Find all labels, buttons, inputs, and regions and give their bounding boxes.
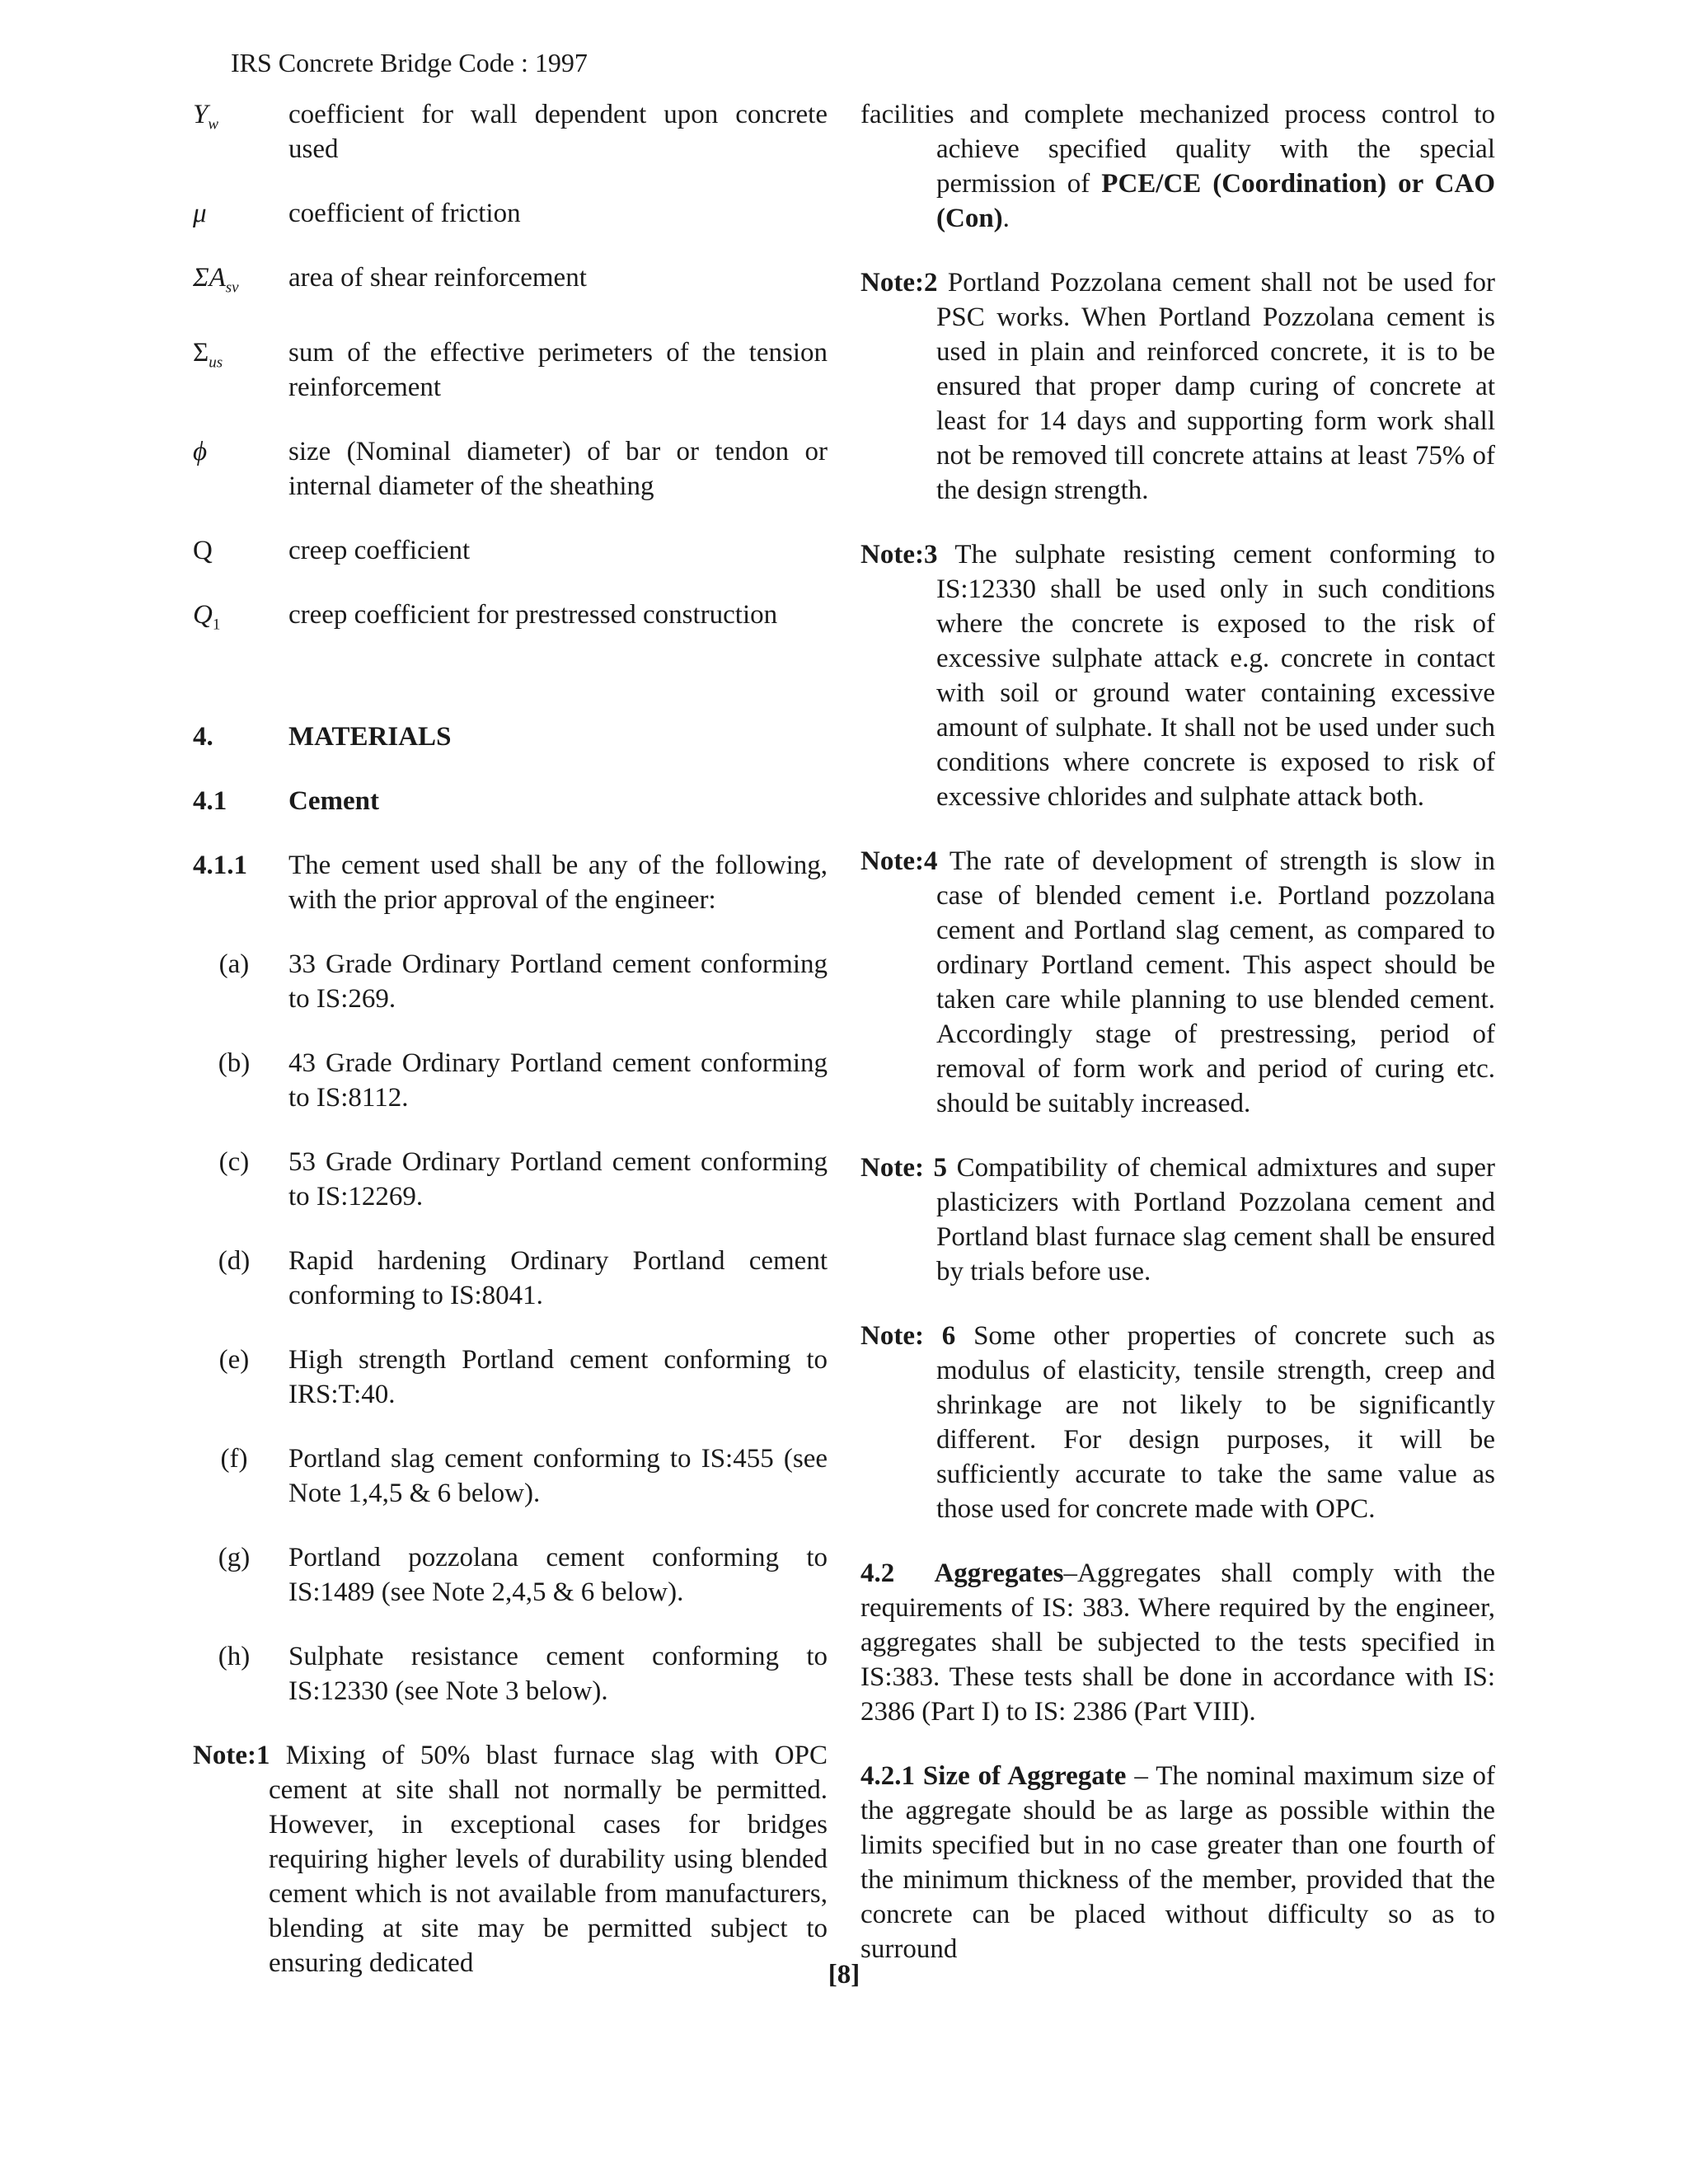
symbol-description: sum of the effective perimeters of the tension reinforcement	[288, 337, 828, 402]
symbol: μ	[193, 199, 207, 228]
symbol-row	[193, 260, 828, 306]
section-title: MATERIALS	[288, 722, 452, 752]
list-item-text: Portland slag cement conforming to IS:455 (see Note 1,4,5 & 6 below).	[288, 1444, 828, 1509]
note-2	[860, 265, 1495, 508]
list-item-text: 53 Grade Ordinary Portland cement conforming to IS:12269.	[288, 1147, 828, 1212]
aggregates-title: Aggregates	[934, 1558, 1064, 1588]
note-label: Note:2	[860, 268, 938, 298]
list-marker: (d)	[218, 1246, 251, 1277]
note-5	[860, 1151, 1495, 1289]
list-item	[193, 1639, 828, 1708]
subsection-number: 4.1	[193, 786, 227, 817]
symbol-row	[193, 434, 828, 504]
aggregates-paragraph	[860, 1556, 1495, 1729]
list-item-text: High strength Portland cement conforming to IRS:T:40.	[288, 1345, 828, 1410]
list-item	[193, 1046, 828, 1115]
symbol-description: coefficient for wall dependent upon concrete used	[288, 100, 828, 164]
note-4	[860, 844, 1495, 1121]
note-text: Portland Pozzolana cement shall not be used for PSC works. When Portland Pozzolana cement is used in plain and reinforced concrete, it is to be ensured that proper damp curing of concrete at least for 14 days and supporting form work shall not be removed till concrete attains at least 75% of the design strength.	[936, 268, 1496, 505]
note-text: Compatibility of chemical admixtures and super plasticizers with Portland Pozzolana cement and Portland blast furnace slag cement shall be ensured by trials before use.	[936, 1153, 1495, 1286]
list-marker: (f)	[220, 1444, 248, 1474]
clause-4-1-1	[193, 848, 828, 917]
symbol-row	[193, 533, 828, 568]
symbol-row	[193, 335, 828, 405]
symbol: $Q_1$	[193, 599, 221, 634]
note-label: Note:4	[860, 846, 938, 876]
running-header: IRS Concrete Bridge Code : 1997	[231, 48, 588, 77]
symbol: $\Sigma A_{sv}$	[193, 263, 239, 297]
aggregate-size-text: – The nominal maximum size of the aggregate should be as large as possible within the limits specified but in no case greater than one fourth of the minimum thickness of the member, provided that the concrete can be placed without difficulty so as to surround	[860, 1761, 1495, 1964]
section-number: 4.	[193, 722, 213, 752]
list-item	[193, 1343, 828, 1412]
clause-number: 4.1.1	[193, 851, 247, 881]
symbol-row	[193, 598, 828, 643]
note-label: Note: 6	[860, 1321, 956, 1351]
list-item	[193, 947, 828, 1016]
list-marker: (c)	[218, 1147, 250, 1178]
symbol: $\Sigma_{us}$	[193, 337, 223, 372]
subsection-heading	[193, 784, 828, 818]
symbol-description: coefficient of friction	[288, 199, 521, 228]
note-3	[860, 537, 1495, 814]
symbol-row	[193, 196, 828, 231]
note-1-continued: facilities and complete mechanized process control to achieve specified quality with the special permission of PCE/CE (Coordination) or CAO (Con).	[860, 100, 1495, 233]
note-text: The rate of development of strength is slow in case of blended cement i.e. Portland pozzolana cement and Portland slag cement, as compared to ordinary Portland cement. This aspect should be taken care while planning to use blended cement. Accordingly stage of prestressing, period of removal of form work and period of curing etc. should be suitably increased.	[936, 846, 1495, 1118]
note-label: Note:3	[860, 540, 938, 569]
list-item-text: Rapid hardening Ordinary Portland cement conforming to IS:8041.	[288, 1246, 828, 1311]
list-item-text: Sulphate resistance cement conforming to IS:12330 (see Note 3 below).	[288, 1642, 828, 1707]
list-marker: (b)	[218, 1048, 251, 1079]
list-marker: (e)	[218, 1345, 250, 1376]
note-label: Note: 5	[860, 1153, 948, 1183]
subsection-title: Cement	[288, 786, 379, 817]
note-1	[193, 1738, 828, 1980]
note-6	[860, 1319, 1495, 1526]
aggregate-size-heading: 4.2.1 Size of Aggregate	[860, 1761, 1127, 1791]
list-item	[193, 1441, 828, 1511]
list-item	[193, 1244, 828, 1313]
page-number: [8]	[828, 1960, 860, 1990]
list-item-text: 43 Grade Ordinary Portland cement conforming to IS:8112.	[288, 1048, 828, 1113]
note-text: The sulphate resisting cement conforming to IS:12330 shall be used only in such conditions where the concrete is exposed to the risk of excessive sulphate attack e.g. concrete in contact with soil or ground water containing excessive amount of sulphate. It shall not be used under such conditions where concrete is exposed to risk of excessive chlorides and sulphate attack both.	[936, 540, 1496, 812]
list-item-text: Portland pozzolana cement conforming to IS:1489 (see Note 2,4,5 & 6 below).	[288, 1543, 828, 1608]
clause-text: The cement used shall be any of the following, with the prior approval of the engineer:	[288, 851, 828, 916]
note-text: facilities and complete mechanized process control to achieve specified quality with the special permission of	[860, 100, 1495, 199]
section-heading	[193, 719, 828, 754]
aggregate-size-paragraph	[860, 1759, 1495, 1966]
symbol: $Y_w$	[193, 100, 219, 134]
list-item	[193, 1540, 828, 1610]
symbol: Q	[193, 535, 213, 565]
note-label: Note:1	[193, 1741, 270, 1771]
aggregates-text: –Aggregates shall comply with the requirements of IS: 383. Where required by the engineer, aggregates shall be subjected to the tests specified in IS:383. These tests shall be done in accordance with IS: 2386 (Part I) to IS: 2386 (Part VIII).	[860, 1558, 1495, 1727]
note-text: Some other properties of concrete such as modulus of elasticity, tensile strength, creep and shrinkage are not likely to be significantly different. For design purposes, it will be sufficiently accurate to take the same value as those used for concrete made with OPC.	[936, 1321, 1496, 1524]
list-item	[193, 1145, 828, 1214]
aggregates-number: 4.2	[860, 1558, 895, 1588]
list-marker: (a)	[218, 949, 250, 980]
list-marker: (h)	[218, 1642, 251, 1672]
symbol-description: size (Nominal diameter) of bar or tendon or internal diameter of the sheathing	[288, 436, 828, 501]
symbol: ϕ	[193, 436, 208, 466]
note-bold-text: PCE/CE (Coordination) or CAO (Con)	[936, 169, 1495, 233]
symbol-description: creep coefficient	[288, 535, 471, 565]
symbol-description: creep coefficient for prestressed construction	[288, 599, 778, 630]
symbol-row	[193, 97, 828, 166]
right-column	[860, 97, 1495, 1996]
list-marker: (g)	[218, 1543, 251, 1573]
symbol-description: area of shear reinforcement	[288, 263, 587, 293]
list-item-text: 33 Grade Ordinary Portland cement conforming to IS:269.	[288, 949, 828, 1015]
left-column	[193, 97, 828, 2010]
note-text: Mixing of 50% blast furnace slag with OPC cement at site shall not normally be permitted. However, in exceptional cases for bridges requiring higher levels of durability using blended cement which is not available from manufacturers, blending at site may be permitted subject to ensuring dedicated	[269, 1741, 828, 1979]
